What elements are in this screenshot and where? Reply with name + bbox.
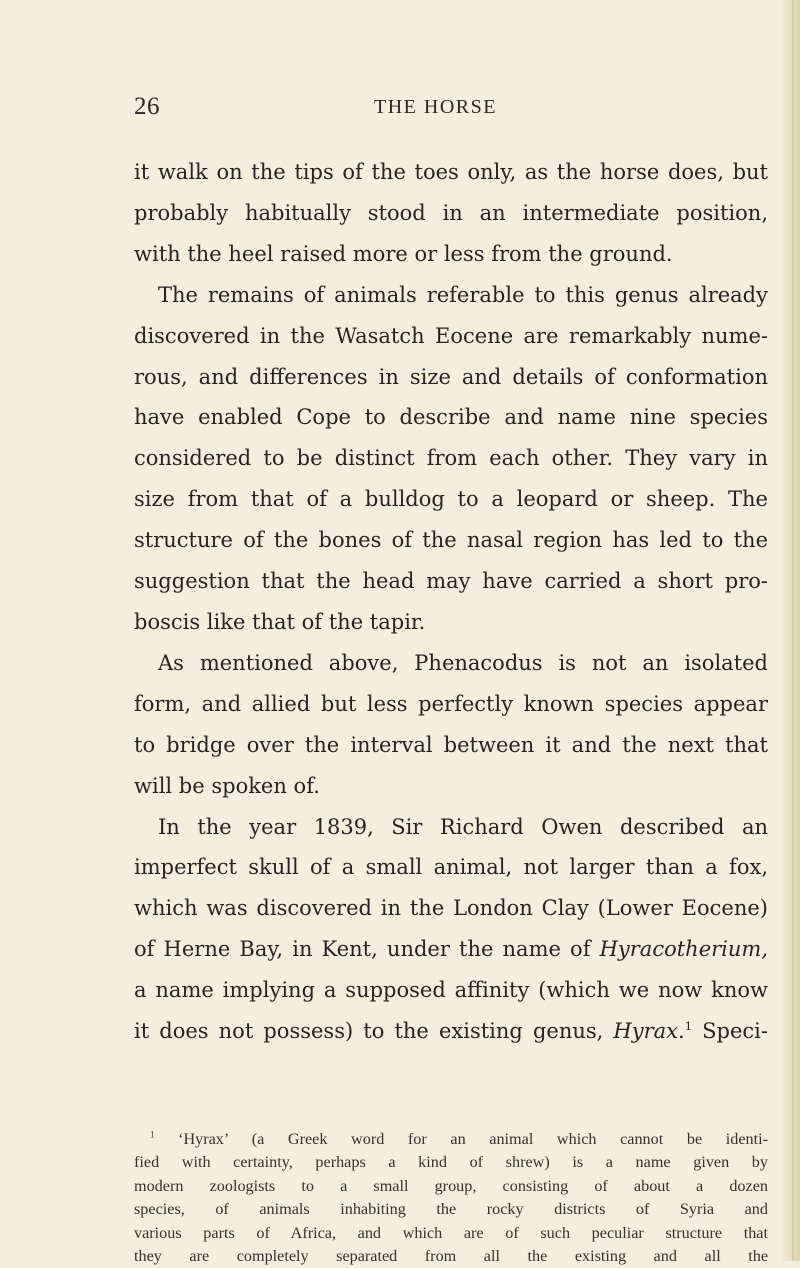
genus-name-hyracotherium: Hyracotherium, (599, 937, 768, 962)
footnote-text-run: ‘Hyrax’ (a Greek word for an animal which cannot be identi- (178, 1130, 768, 1148)
body-text-run: of Herne Bay, in Kent, under the name of (134, 937, 600, 962)
body-line: probably habitually stood in an intermediate position, (134, 200, 768, 225)
body-line: will be spoken of. (134, 773, 320, 798)
body-line: imperfect skull of a small animal, not larger than a fox, (134, 855, 768, 880)
body-line (134, 929, 768, 970)
footnote-line: modern zoologists to a small group, consisting of about a dozen (134, 1176, 768, 1195)
body-text-run: it does not possess) to the existing genus, (134, 1019, 614, 1044)
running-head: THE HORSE (374, 96, 497, 118)
body-line: The remains of animals referable to this genus already (158, 282, 768, 307)
footnote-line: species, of animals inhabiting the rocky districts of Syria and (134, 1200, 768, 1219)
footnote-line: various parts of Africa, and which are of such peculiar structure that (134, 1223, 768, 1242)
footnote (134, 1128, 768, 1268)
body-line: As mentioned above, Phenacodus is not an isolated (158, 650, 768, 675)
body-line: size from that of a bulldog to a leopard or sheep. The (134, 487, 768, 512)
page-number: 26 (134, 93, 160, 120)
body-text (134, 152, 774, 1052)
body-line: which was discovered in the London Clay (Lower Eocene) (134, 896, 768, 921)
footnote-reference: 1 (684, 1019, 693, 1034)
page-edge (782, 0, 800, 1261)
body-line: with the heel raised more or less from the ground. (134, 241, 673, 266)
body-line: form, and allied but less perfectly known species appear (134, 691, 768, 716)
body-line: rous, and differences in size and details of conformation (134, 364, 768, 389)
body-text-run: Speci- (692, 1019, 768, 1044)
body-line: In the year 1839, Sir Richard Owen described an (158, 814, 768, 839)
genus-name-hyrax: Hyrax. (613, 1019, 685, 1044)
body-line: it walk on the tips of the toes only, as the horse does, but (134, 160, 768, 184)
body-line: suggestion that the head may have carried a short pro- (134, 569, 768, 594)
body-line: have enabled Cope to describe and name nine species (134, 405, 768, 430)
body-line (134, 1011, 768, 1052)
footnote-line: fied with certainty, perhaps a kind of shrew) is a name given by (134, 1153, 768, 1172)
footnote-line (134, 1128, 768, 1151)
page-edge-shadow (792, 0, 794, 1261)
body-line: a name implying a supposed affinity (which we now know (134, 978, 768, 1003)
body-line: discovered in the Wasatch Eocene are remarkably nume- (134, 323, 768, 348)
footnote-marker: 1 (150, 1129, 155, 1140)
body-line: considered to be distinct from each other. They vary in (134, 446, 768, 471)
body-line: to bridge over the interval between it and the next that (134, 732, 768, 757)
body-line: structure of the bones of the nasal region has led to the (134, 528, 768, 553)
footnote-line: they are completely separated from all the existing and all the (134, 1247, 768, 1266)
page-header (0, 93, 800, 123)
body-line: boscis like that of the tapir. (134, 609, 426, 634)
